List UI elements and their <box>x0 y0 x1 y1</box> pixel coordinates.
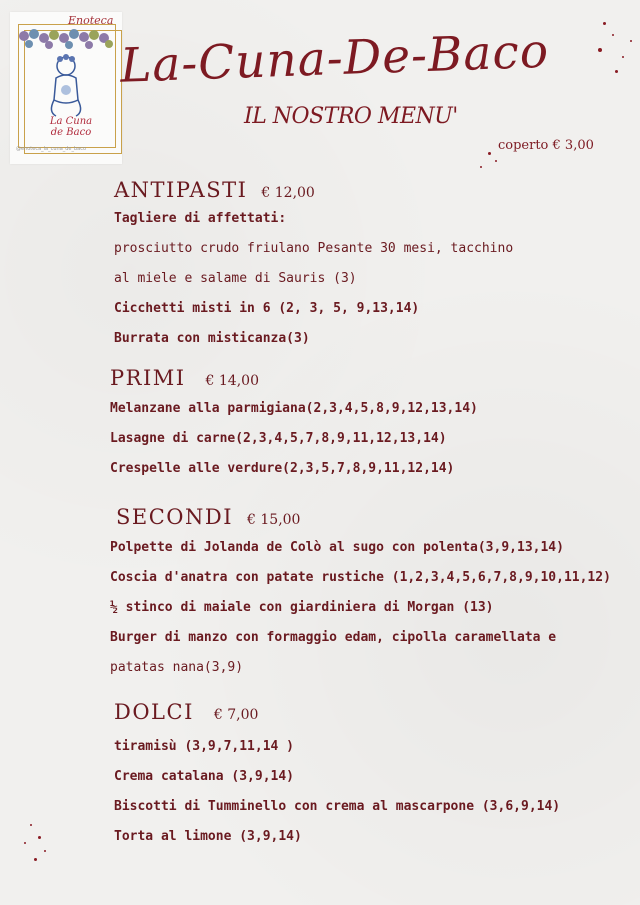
section-title: ANTIPASTI <box>114 178 248 202</box>
logo <box>10 12 122 164</box>
section-price: € 7,00 <box>213 707 259 723</box>
menu-item: Torta al limone (3,9,14) <box>114 829 302 844</box>
section-title: SECONDI <box>116 505 234 529</box>
menu-item: Crespelle alle verdure(2,3,5,7,8,9,11,12,14) <box>110 461 455 476</box>
menu-item: Tagliere di affettati: <box>114 211 287 226</box>
section-price: € 14,00 <box>205 373 259 389</box>
menu-item: Burrata con misticanza(3) <box>114 331 310 346</box>
menu-item: patatas nana(3,9) <box>110 660 244 675</box>
menu-item: Lasagne di carne(2,3,4,5,7,8,9,11,12,13,14) <box>110 431 447 446</box>
menu-item: Cicchetti misti in 6 (2, 3, 5, 9,13,14) <box>114 301 420 316</box>
grapes-icon <box>16 26 116 52</box>
section-primi <box>110 366 610 484</box>
section-title: DOLCI <box>114 700 194 724</box>
menu-item: Crema catalana (3,9,14) <box>114 769 295 784</box>
restaurant-name: La-Cuna-De-Baco <box>119 23 550 94</box>
logo-name-line1: La Cuna <box>49 116 93 127</box>
section-price: € 15,00 <box>247 512 301 528</box>
menu-item: tiramisù (3,9,7,11,14 ) <box>114 739 295 754</box>
menu-subtitle: IL NOSTRO MENU' <box>244 104 458 129</box>
menu-item: Biscotti di Tumminello con crema al mascarpone (3,6,9,14) <box>114 799 561 814</box>
logo-name-line2: de Baco <box>50 127 92 138</box>
section-dolci <box>110 700 610 852</box>
menu-item: prosciutto crudo friulano Pesante 30 mesi, tacchino <box>114 241 514 256</box>
section-antipasti <box>110 178 610 354</box>
section-price: € 12,00 <box>261 185 315 201</box>
logo-name <box>36 116 106 138</box>
logo-enoteca: Enoteca <box>68 14 114 27</box>
cherub-icon <box>38 52 94 124</box>
section-title: PRIMI <box>110 366 186 390</box>
menu-item: Polpette di Jolanda de Colò al sugo con polenta(3,9,13,14) <box>110 540 564 555</box>
menu-item: Burger di manzo con formaggio edam, cipolla caramellata e <box>110 630 557 645</box>
menu-item: al miele e salame di Sauris (3) <box>114 271 357 286</box>
logo-handle: @enoteca_la_cuna_de_baco <box>16 146 87 152</box>
section-secondi <box>110 505 610 683</box>
cover-charge: coperto € 3,00 <box>498 138 594 153</box>
menu-item: Melanzane alla parmigiana(2,3,4,5,8,9,12,13,14) <box>110 401 478 416</box>
menu-item: ½ stinco di maiale con giardiniera di Morgan (13) <box>110 600 494 615</box>
menu-item: Coscia d'anatra con patate rustiche (1,2,3,4,5,6,7,8,9,10,11,12) <box>110 570 611 585</box>
